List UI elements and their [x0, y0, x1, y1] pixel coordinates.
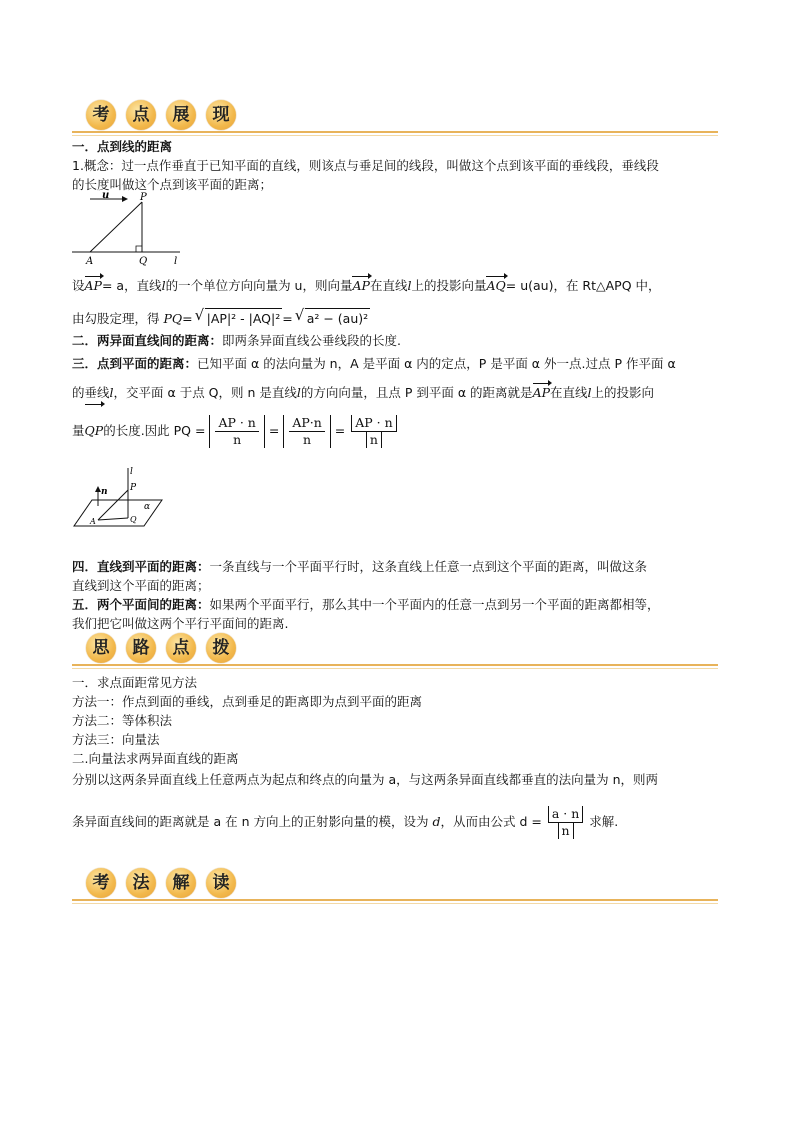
banner-char: 考 [86, 868, 116, 898]
fig-label-u: u [102, 192, 110, 201]
methods-heading: 一．求点面距常见方法 [72, 675, 198, 690]
fig-label-l: l [174, 256, 178, 266]
figure-point-line [72, 192, 192, 266]
plane-plane-line-2: 我们把它叫做这两个平行平面间的距离. [72, 616, 289, 631]
banner-char: 读 [206, 868, 236, 898]
banner-char: 展 [166, 100, 196, 130]
concept-line-2: 的长度叫做这个点到该平面的距离； [72, 177, 273, 192]
vector-method-heading: 二.向量法求两异面直线的距离 [72, 751, 239, 766]
section-banner-kaofa [72, 868, 718, 902]
method-3: 方法三：向量法 [72, 732, 160, 747]
heading-point-line: 一．点到线的距离 [72, 139, 173, 154]
fig2-label-Q: Q [130, 515, 137, 524]
pythagoras-line: 由勾股定理，得 PQ= √ |AP|² - |AQ|² = √ a² − (au)² [72, 308, 722, 328]
point-plane-line-1: 三．点到平面的距离：已知平面 α 的法向量为 n，A 是平面 α 内的定点，P 是平面 α 外一点.过点 P 作平面 α [72, 356, 676, 371]
fig2-label-A: A [90, 517, 96, 526]
point-plane-line-2: 的垂线l，交平面 α 于点 Q，则 n 是直线l的方向向量，且点 P 到平面 α 的距离就是AP在直线l上的投影向 [72, 385, 655, 400]
fig2-label-l: l [130, 467, 133, 477]
figure-point-plane [72, 464, 164, 534]
fig-label-P: P [140, 192, 147, 203]
point-plane-formula: 量QP的长度.因此 PQ = $\frac{AP \cdot n}{n}$ = $\frac{AP\cdot n}{n}$ = $\frac{AP \cdot n}{n}$ [72, 404, 722, 458]
method-1: 方法一：作点到面的垂线，点到垂足的距离即为点到平面的距离 [72, 694, 423, 709]
concept-line-1: 1.概念：过一点作垂直于已知平面的直线，则该点与垂足间的线段，叫做这个点到该平面的垂线段，垂线段 [72, 158, 659, 173]
vector-method-line-2: 条异面直线间的距离就是 a 在 n 方向上的正射影向量的模，设为 d，从而由公式 d = $\frac{a \cdot n}{n}$ 求解. [72, 806, 619, 838]
line-plane-line-2: 直线到这个平面的距离； [72, 578, 210, 593]
fig2-label-n: n [101, 487, 108, 497]
fig2-label-alpha: α [144, 502, 151, 512]
plane-plane-line-1: 五．两个平面间的距离：如果两个平面平行，那么其中一个平面内的任意一点到另一个平面的距离都相等， [72, 597, 660, 612]
banner-char: 现 [206, 100, 236, 130]
banner-char: 思 [86, 633, 116, 663]
banner-char: 考 [86, 100, 116, 130]
section-banner-kaodian [72, 100, 718, 134]
vector-method-line-1: 分别以这两条异面直线上任意两点为起点和终点的向量为 a，与这两条异面直线都垂直的法向量为 n，则两 [72, 772, 659, 787]
banner-char: 点 [126, 100, 156, 130]
banner-char: 路 [126, 633, 156, 663]
fig2-label-P: P [130, 483, 137, 493]
skew-lines-distance: 二．两异面直线间的距离：即两条异面直线公垂线段的长度. [72, 333, 401, 348]
fig-label-Q: Q [139, 256, 148, 266]
banner-char: 解 [166, 868, 196, 898]
section-banner-silu [72, 633, 718, 667]
banner-char: 法 [126, 868, 156, 898]
projection-line: 设AP= a，直线l的一个单位方向向量为 u，则向量AP在直线l上的投影向量AQ= u(au)，在 Rt△APQ 中， [72, 278, 661, 293]
banner-char: 点 [166, 633, 196, 663]
line-plane-line-1: 四．直线到平面的距离：一条直线与一个平面平行时，这条直线上任意一点到这个平面的距离，叫做这条 [72, 559, 648, 574]
banner-char: 拨 [206, 633, 236, 663]
method-2: 方法二：等体积法 [72, 713, 173, 728]
fig-label-A: A [86, 256, 94, 266]
